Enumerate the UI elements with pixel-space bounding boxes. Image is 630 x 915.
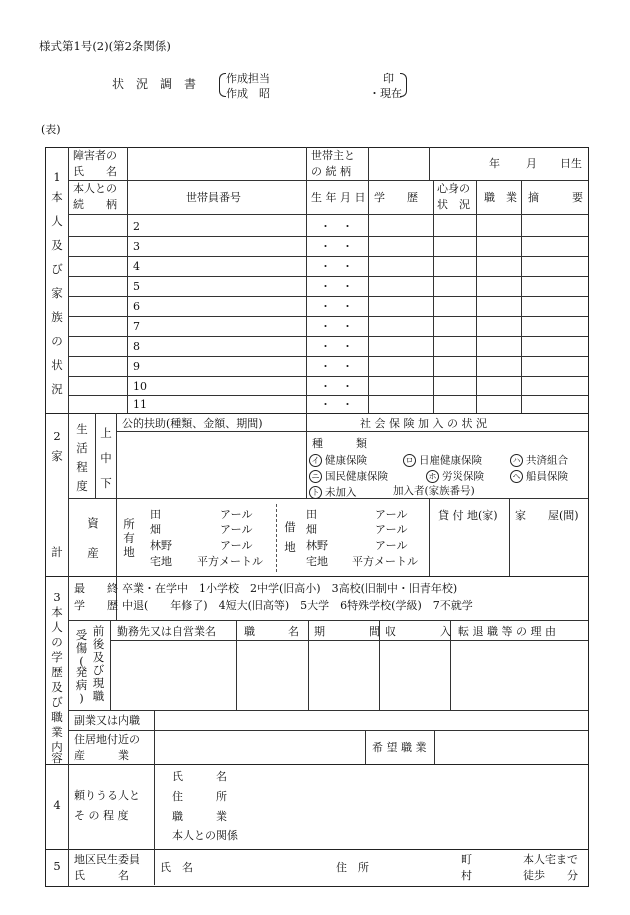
insurance-label: 共済組合 (526, 454, 568, 467)
insurance-national (309, 470, 388, 483)
section2-ka: 家 (51, 449, 63, 463)
injury-char: 後 (92, 637, 105, 651)
public-assistance-label: 公的扶助(種類、金額、期間) (122, 417, 263, 430)
section1-vertical-char: の (51, 334, 63, 348)
s1-row-line (68, 296, 588, 297)
insurance-none (309, 486, 357, 499)
lent-land-label: 貸 付 地(家) (438, 509, 498, 522)
section5-number: 5 (53, 859, 61, 873)
town-label: 町 (461, 853, 472, 866)
final-education-label-2: 学 歴 (74, 599, 118, 612)
current-label: ・現在 (369, 87, 402, 100)
insurance-label: 労災保険 (442, 470, 484, 483)
section1-vertical-char: び (51, 262, 63, 276)
date-label: 作成 昭 (226, 87, 270, 100)
section1-vertical-char: 人 (51, 214, 63, 228)
s1-row-line (68, 256, 588, 257)
s1-col-line (433, 180, 434, 413)
side-job-label: 副業又は内職 (74, 714, 140, 727)
occupation-header: 職 業 (484, 191, 517, 204)
insurance-mutual (510, 454, 568, 467)
position-header: 職 名 (244, 625, 299, 638)
form-number: 様式第1号(2)(第2条関係) (39, 39, 171, 53)
dob-dots: ・ ・ (320, 260, 353, 273)
disabled-person-name-label: 障害者の (73, 149, 117, 162)
s2-row-line (116, 431, 588, 432)
dob-dots: ・ ・ (320, 280, 353, 293)
injury-char: 及 (92, 650, 105, 664)
bracket-right (400, 73, 407, 97)
injury-char: 現 (92, 676, 105, 690)
s1-col-line (521, 180, 522, 413)
injury-char: ( (79, 654, 84, 668)
member-number: 7 (133, 320, 140, 333)
period-header: 期 間 (314, 625, 380, 638)
birth-year-label: 年 (489, 157, 500, 170)
leased-land-type: 宅地 (306, 555, 328, 568)
insurance-seamen (510, 470, 568, 483)
owned-land-char: 有 (123, 531, 135, 545)
injury-char: ) (79, 691, 84, 705)
village-label: 村 (461, 869, 472, 882)
section-divider-4 (45, 849, 589, 850)
desired-job-label: 希 望 職 業 (372, 741, 427, 754)
s1-row-line (68, 336, 588, 337)
asset-char-shi: 資 (87, 516, 99, 530)
seal-label: 印 (383, 72, 394, 85)
member-number: 6 (133, 300, 140, 313)
section3-vertical-char: 歴 (51, 665, 63, 679)
s3-col-line (110, 620, 111, 710)
leased-unit: アール (375, 523, 408, 536)
reliable-person-label-2: そ の 程 度 (74, 809, 129, 822)
circle-ha-icon: ハ (510, 454, 523, 467)
dob-header: 生 年 月 日 (311, 191, 366, 204)
s3-row-line (68, 620, 588, 621)
injury-char: 病 (75, 678, 88, 692)
s3-col-line (154, 710, 155, 764)
author-label: 作成担当 (226, 72, 270, 85)
s1-row-line (68, 376, 588, 377)
insurance-label: 未加入 (325, 486, 357, 499)
member-number: 10 (133, 380, 147, 393)
section3-vertical-char: 本 (51, 605, 63, 619)
section-divider-2 (45, 576, 589, 577)
owned-unit: 平方メートル (197, 555, 263, 568)
s1-col-line (127, 147, 128, 413)
dob-dots: ・ ・ (320, 240, 353, 253)
head-relation-label: 世帯主と (311, 149, 355, 162)
s2-asset-dash (276, 504, 277, 572)
section-divider-3 (45, 764, 589, 765)
member-number: 4 (133, 260, 140, 273)
owned-land-char: 所 (123, 517, 135, 531)
level-upper: 上 (100, 426, 112, 440)
circle-to-icon: ト (309, 486, 322, 499)
education-options-1: 卒業・在学中 1小学校 2中学(旧高小) 3高校(旧制中・旧青年校) (122, 582, 458, 595)
asset-char-san: 産 (87, 546, 99, 560)
s1-col-line (368, 147, 369, 413)
dob-dots: ・ ・ (320, 320, 353, 333)
s3-col-line (236, 620, 237, 710)
member-number: 3 (133, 240, 140, 253)
reliable-person-label: 頼りうる人と (74, 789, 140, 802)
s1-row-line (68, 236, 588, 237)
section2-number: 2 (53, 429, 61, 443)
social-insurance-label: 社 会 保 険 加 入 の 状 況 (360, 417, 487, 430)
section3-vertical-char: 及 (51, 680, 63, 694)
s3-row-line (110, 640, 588, 641)
education-header: 学 歴 (374, 191, 418, 204)
dob-dots: ・ ・ (320, 340, 353, 353)
section1-vertical-char: 及 (51, 238, 63, 252)
section3-number: 3 (53, 590, 61, 604)
section3-vertical-char: の (51, 635, 63, 649)
injury-char: 受 (75, 628, 88, 642)
front-side-label: (表) (41, 123, 61, 136)
leased-unit: 平方メートル (352, 555, 418, 568)
commissioner-address-label: 住 所 (336, 861, 369, 874)
section1-vertical-char: 本 (51, 190, 63, 204)
s1-row-line (68, 276, 588, 277)
leased-land-char: 借 (284, 520, 296, 534)
owned-land-type: 畑 (150, 523, 161, 536)
s3-col-line (365, 730, 366, 764)
section1-vertical-char: 家 (51, 286, 63, 300)
circle-he-icon: ヘ (510, 470, 523, 483)
s1-col-line (429, 147, 430, 180)
head-relation-label-2: の 続 柄 (311, 165, 351, 178)
relation-label-2: 続 柄 (73, 198, 117, 211)
dob-dots: ・ ・ (320, 360, 353, 373)
owned-unit: アール (220, 539, 253, 552)
s3-row-line (68, 710, 588, 711)
income-header: 収 入 (385, 625, 451, 638)
circle-i-icon: イ (309, 454, 322, 467)
leased-land-type: 林野 (306, 539, 328, 552)
living-level-char: 度 (76, 479, 88, 493)
s2-asset-line (429, 498, 430, 576)
living-level-char: 活 (76, 441, 88, 455)
owned-land-type: 田 (150, 508, 161, 521)
dob-dots: ・ ・ (320, 398, 353, 411)
section3-vertical-char: 内 (51, 740, 63, 754)
leased-land-char: 地 (284, 540, 296, 554)
level-middle: 中 (100, 451, 112, 465)
leased-land-type: 畑 (306, 523, 317, 536)
contact-address-label: 住 所 (172, 790, 227, 803)
level-lower: 下 (100, 476, 112, 490)
contact-relation-label: 本人との関係 (172, 829, 238, 842)
birth-day-label: 日生 (560, 157, 582, 170)
section3-vertical-char: 容 (51, 751, 63, 765)
living-level-char: 程 (76, 460, 88, 474)
s1-row-line (68, 356, 588, 357)
welfare-commissioner-label-2: 氏 名 (74, 869, 129, 882)
member-number: 5 (133, 280, 140, 293)
s1-col-line (476, 180, 477, 413)
s1-row-line (68, 395, 588, 396)
s1-col-line (306, 147, 307, 413)
s3-col-line (308, 620, 309, 710)
local-industry-label: 住居地付近の (74, 733, 140, 746)
walk-to-home-label: 本人宅まで (523, 853, 578, 866)
contact-job-label: 職 業 (172, 810, 227, 823)
s1-row-line (68, 214, 588, 215)
insurance-workers (426, 470, 484, 483)
remarks-header: 摘 要 (528, 191, 583, 204)
injury-char: び (92, 663, 105, 677)
dob-dots: ・ ・ (320, 300, 353, 313)
member-number: 9 (133, 360, 140, 373)
dob-dots: ・ ・ (320, 220, 353, 233)
injury-char: 傷 (75, 641, 88, 655)
member-number-header: 世帯員番号 (186, 191, 241, 204)
contact-name-label: 氏 名 (172, 770, 227, 783)
welfare-commissioner-label: 地区民生委員 (74, 853, 140, 866)
owned-unit: アール (220, 523, 253, 536)
insurance-label: 日雇健康保険 (419, 454, 482, 467)
s2-asset-line (116, 498, 117, 576)
section3-vertical-char: 人 (51, 620, 63, 634)
number-column-line (68, 147, 69, 887)
s2-col-line (95, 413, 96, 498)
section1-vertical-char: 状 (51, 358, 63, 372)
section3-vertical-char: 業 (51, 725, 63, 739)
living-level-char: 生 (76, 422, 88, 436)
employer-header: 勤務先又は自営業名 (117, 625, 216, 638)
insurance-label: 国民健康保険 (325, 470, 388, 483)
s4-col-line (154, 764, 155, 849)
member-number: 2 (133, 220, 140, 233)
owned-unit: アール (220, 508, 253, 521)
s2-col-line (306, 413, 307, 498)
section3-vertical-char: 職 (51, 710, 63, 724)
s1-row-line (68, 180, 588, 181)
owned-land-type: 林野 (150, 539, 172, 552)
birth-month-label: 月 (526, 157, 537, 170)
section1-vertical-char: 況 (51, 382, 63, 396)
section-divider-1 (45, 413, 589, 414)
circle-ho-icon: ホ (426, 470, 439, 483)
member-number: 11 (133, 398, 147, 411)
injury-char: 発 (75, 665, 88, 679)
reason-header: 転 退 職 等 の 理 由 (458, 625, 556, 638)
house-label: 家 屋(間) (515, 509, 579, 522)
section4-number: 4 (53, 798, 61, 812)
walk-minutes-label: 徒歩 分 (523, 869, 578, 882)
insurance-label: 健康保険 (325, 454, 367, 467)
owned-land-char: 地 (123, 545, 135, 559)
circle-ro-icon: ロ (403, 454, 416, 467)
document-title: 状 況 調 書 (112, 77, 197, 91)
s5-col-line (154, 849, 155, 885)
leased-land-type: 田 (306, 508, 317, 521)
final-education-label: 最 終 (74, 582, 118, 595)
insurance-label: 船員保険 (526, 470, 568, 483)
section3-vertical-char: び (51, 695, 63, 709)
section3-vertical-char: 学 (51, 650, 63, 664)
section2-kei: 計 (51, 545, 63, 559)
local-industry-label-2: 産 業 (74, 749, 129, 762)
owned-land-type: 宅地 (150, 555, 172, 568)
bracket-left (219, 73, 226, 97)
section1-number: 1 (53, 170, 61, 184)
s3-row-line (68, 730, 588, 731)
condition-header-2: 状 況 (437, 198, 470, 211)
condition-header: 心身の (437, 182, 470, 195)
leased-unit: アール (375, 539, 408, 552)
insured-family-label: 加入者(家族番号) (393, 485, 475, 497)
injury-char: 職 (92, 689, 105, 703)
dob-dots: ・ ・ (320, 380, 353, 393)
injury-char: 前 (92, 624, 105, 638)
s3-col-line (434, 730, 435, 764)
insurance-kind-label: 種 類 (312, 437, 367, 450)
circle-ni-icon: ニ (309, 470, 322, 483)
education-options-2: 中退( 年修了) 4短大(旧高等) 5大学 6特殊学校(学級) 7不就学 (122, 599, 473, 612)
insurance-health (309, 454, 367, 467)
leased-unit: アール (375, 508, 408, 521)
relation-label: 本人との (73, 182, 117, 195)
disabled-person-name-label-2: 氏 名 (73, 165, 117, 178)
section1-vertical-char: 族 (51, 310, 63, 324)
member-number: 8 (133, 340, 140, 353)
s2-col-line (116, 413, 117, 498)
insurance-day-labor (403, 454, 482, 467)
s1-row-line (68, 316, 588, 317)
commissioner-name-label: 氏 名 (160, 861, 193, 874)
s2-asset-line (509, 498, 510, 576)
